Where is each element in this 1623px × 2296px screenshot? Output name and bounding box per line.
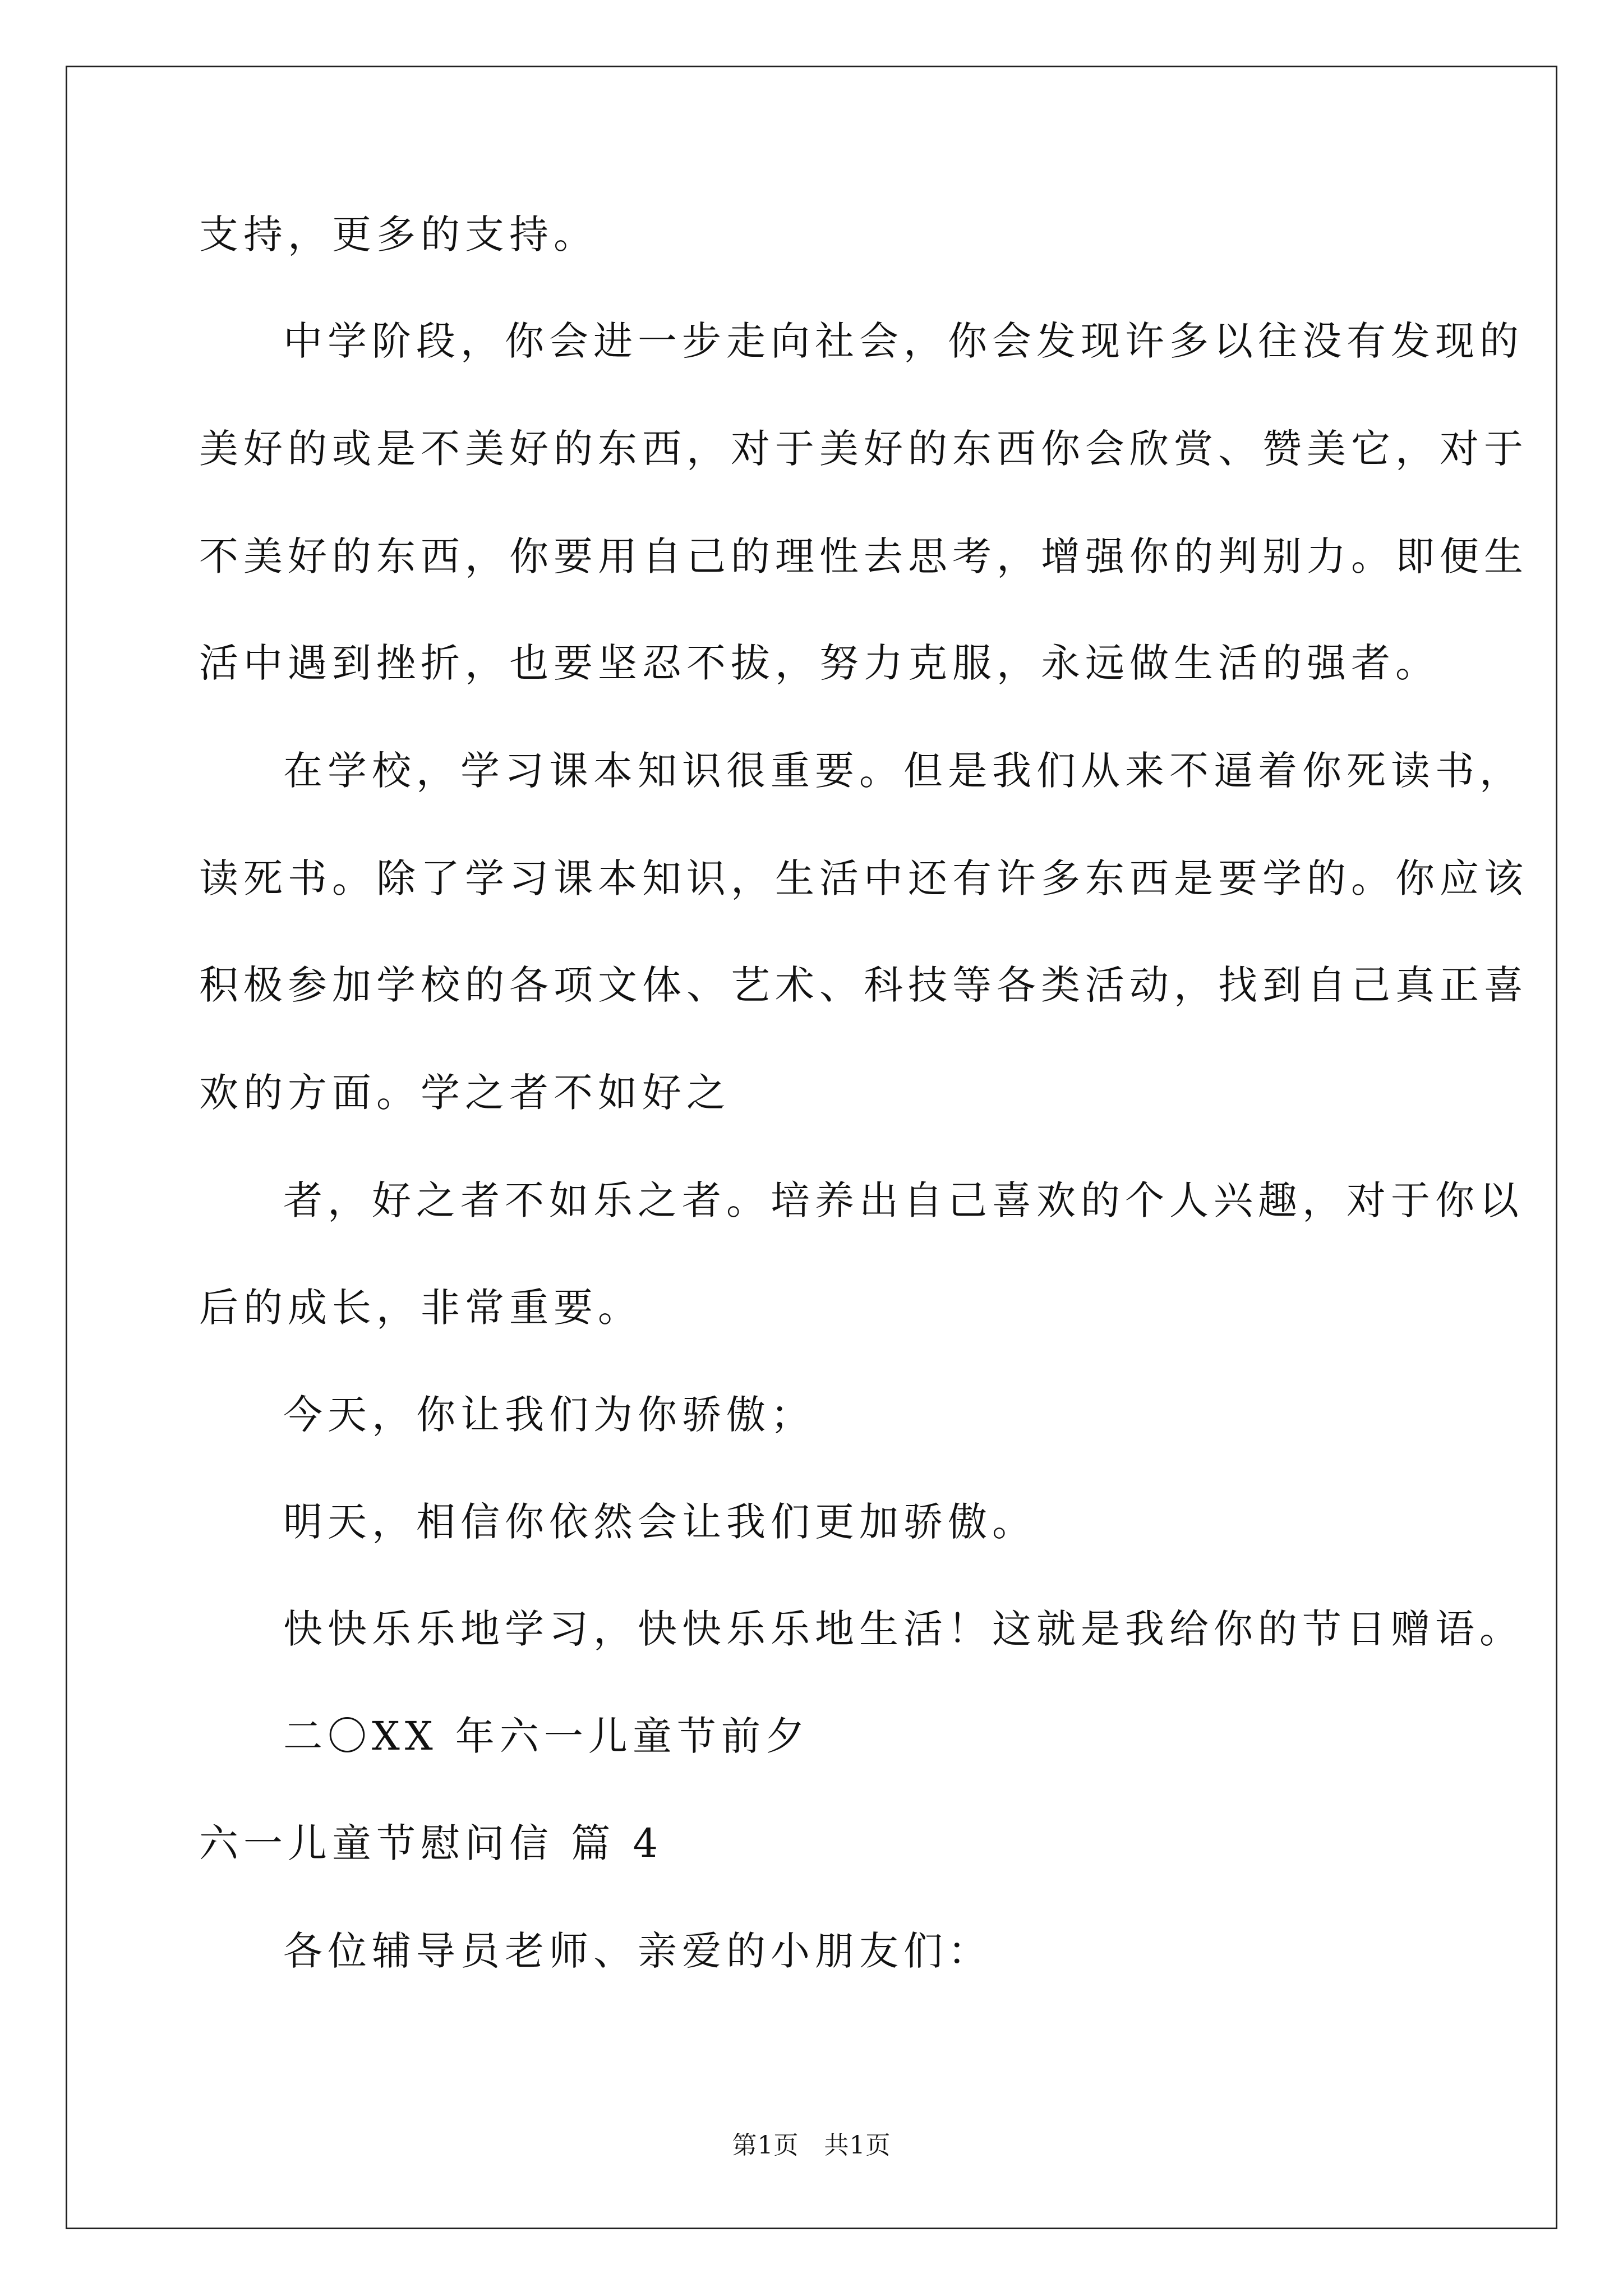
text-line-14: 快快乐乐地学习，快快乐乐地生活！这就是我给你的节日赠语。 <box>283 1606 1524 1652</box>
text-line-6: 在学校，学习课本知识很重要。但是我们从来不逼着你死读书， <box>283 748 1524 794</box>
text-line-8: 积极参加学校的各项文体、艺术、科技等各类活动，找到自己真正喜 <box>199 962 1528 1008</box>
page-border <box>66 66 1557 2229</box>
text-line-3: 美好的或是不美好的东西，对于美好的东西你会欣赏、赞美它，对于 <box>199 426 1528 472</box>
text-line-2: 中学阶段，你会进一步走向社会，你会发现许多以往没有发现的 <box>283 318 1524 364</box>
text-line-1: 支持，更多的支持。 <box>199 211 598 257</box>
text-line-11: 后的成长，非常重要。 <box>199 1285 642 1331</box>
text-line-4: 不美好的东西，你要用自己的理性去思考，增强你的判别力。即便生 <box>199 533 1528 579</box>
text-line-9: 欢的方面。学之者不如好之 <box>199 1070 731 1116</box>
text-line-13: 明天，相信你依然会让我们更加骄傲。 <box>283 1499 1036 1545</box>
text-line-12: 今天，你让我们为你骄傲； <box>283 1392 815 1438</box>
text-line-15: 二〇XX 年六一儿童节前夕 <box>283 1713 810 1759</box>
page-footer: 第1页 共1页 <box>732 2131 891 2160</box>
text-line-7: 读死书。除了学习课本知识，生活中还有许多东西是要学的。你应该 <box>199 855 1528 901</box>
text-line-10: 者，好之者不如乐之者。培养出自己喜欢的个人兴趣，对于你以 <box>283 1177 1524 1223</box>
text-line-17: 各位辅导员老师、亲爱的小朋友们： <box>283 1928 992 1974</box>
section-heading: 六一儿童节慰问信 篇 4 <box>199 1820 663 1866</box>
text-line-5: 活中遇到挫折，也要坚忍不拔，努力克服，永远做生活的强者。 <box>199 640 1440 686</box>
